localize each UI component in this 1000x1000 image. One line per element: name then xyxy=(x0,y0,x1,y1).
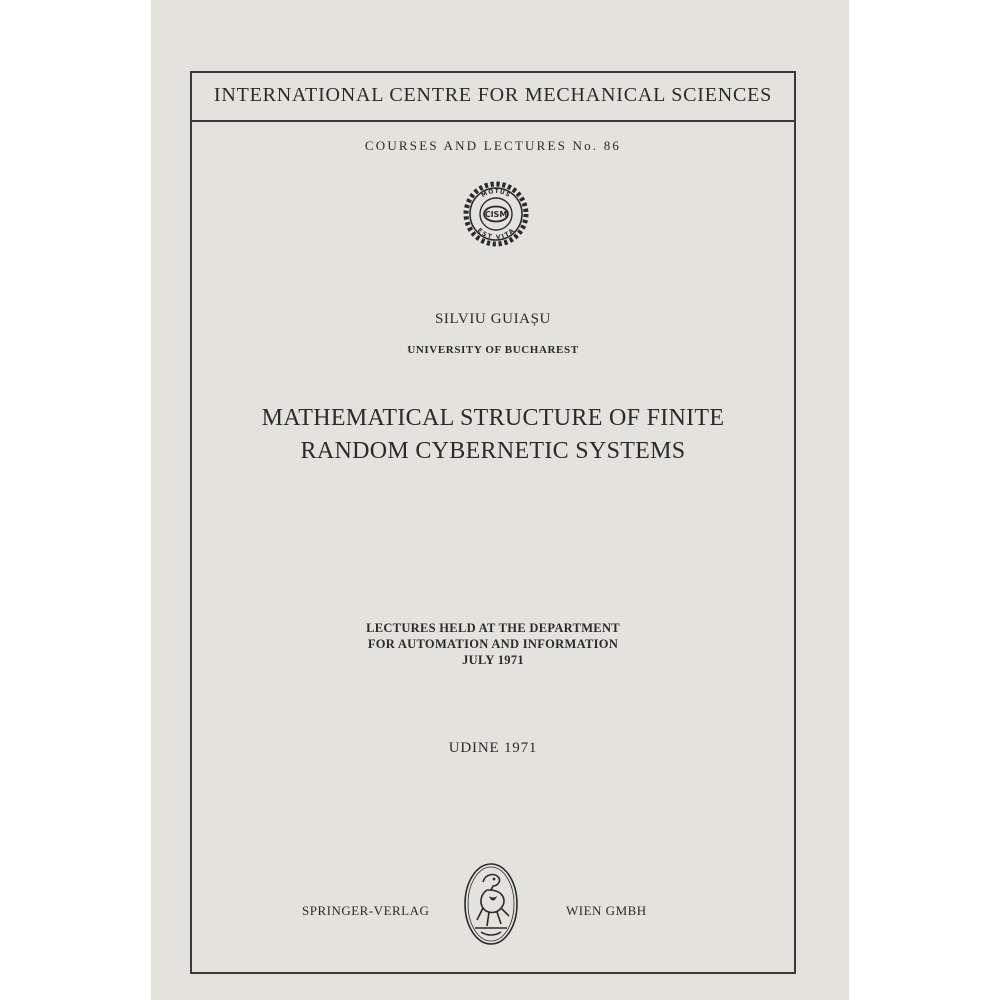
publisher-name: SPRINGER-VERLAG xyxy=(302,903,430,918)
publisher-location: WIEN GMBH xyxy=(566,903,647,918)
lecture-line-3: JULY 1971 xyxy=(462,653,524,667)
title-line-1: MATHEMATICAL STRUCTURE OF FINITE xyxy=(261,405,725,431)
springer-knight-logo-icon xyxy=(461,860,521,948)
institution-name: INTERNATIONAL CENTRE FOR MECHANICAL SCIENCES xyxy=(213,84,773,106)
author-affiliation: UNIVERSITY OF BUCHAREST xyxy=(407,344,579,356)
series-label: COURSES AND LECTURES No. 86 xyxy=(364,138,622,153)
svg-text:CISM: CISM xyxy=(484,210,508,219)
author-name: SILVIU GUIAȘU xyxy=(434,311,551,327)
svg-text:EST VITA: EST VITA xyxy=(475,226,517,242)
lecture-note xyxy=(190,620,796,668)
title-line-2: RANDOM CYBERNETIC SYSTEMS xyxy=(300,438,686,464)
lecture-line-2: FOR AUTOMATION AND INFORMATION xyxy=(367,637,619,651)
cism-gear-logo-icon xyxy=(461,179,531,249)
book-title xyxy=(190,402,796,468)
header-divider xyxy=(190,120,796,122)
lecture-line-1: LECTURES HELD AT THE DEPARTMENT xyxy=(366,621,620,635)
svg-text:MOTUS: MOTUS xyxy=(480,187,512,200)
place-and-year: UDINE 1971 xyxy=(448,740,538,756)
